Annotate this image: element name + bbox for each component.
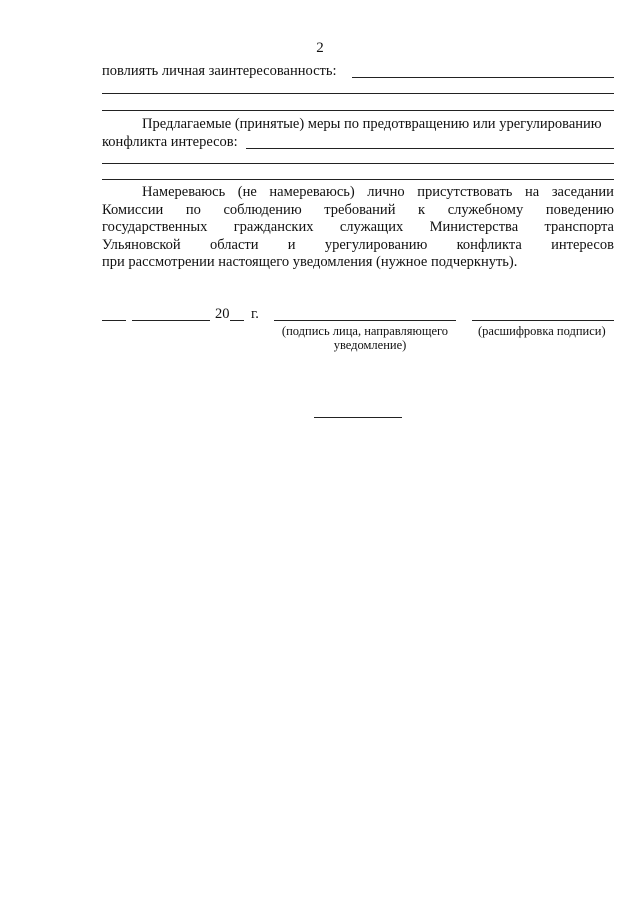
word: на xyxy=(525,184,540,200)
word: поведению xyxy=(545,201,614,218)
attendance-row-3 xyxy=(102,219,614,237)
date-year-blank xyxy=(230,320,244,321)
decoding-signature-line xyxy=(472,320,614,321)
measures-fill-line-2 xyxy=(102,163,614,164)
personal-interest-fill-line-1 xyxy=(352,77,614,78)
measures-fill-line-3 xyxy=(102,179,614,180)
word: транспорта xyxy=(544,219,614,235)
word: государственных xyxy=(102,219,208,235)
personal-interest-label: повлиять личная заинтересованность: xyxy=(102,63,337,79)
word: и xyxy=(287,236,296,253)
measures-paragraph-line-2: конфликта интересов: xyxy=(102,134,238,150)
word: по xyxy=(185,201,201,218)
word: Комиссии xyxy=(102,201,164,218)
word: заседании xyxy=(551,184,614,200)
decoding-caption: (расшифровка подписи) xyxy=(478,324,606,338)
attendance-row-2 xyxy=(102,202,614,220)
date-year-suffix: г. xyxy=(251,306,259,322)
word: служебному xyxy=(447,201,524,218)
word: (не xyxy=(237,184,257,200)
page-number: 2 xyxy=(316,40,324,56)
word: соблюдению xyxy=(223,201,302,218)
signer-signature-line xyxy=(274,320,456,321)
attendance-row-4 xyxy=(102,237,614,255)
signer-caption xyxy=(274,324,456,352)
word: конфликта xyxy=(456,236,522,253)
date-month-blank xyxy=(132,320,210,321)
personal-interest-fill-line-2 xyxy=(102,93,614,94)
measures-paragraph-line-1: Предлагаемые (принятые) меры по предотвращению или урегулированию xyxy=(142,116,602,132)
end-separator-line xyxy=(314,417,402,418)
attendance-row-1 xyxy=(102,184,614,202)
date-day-blank xyxy=(102,320,126,321)
word: Намереваюсь xyxy=(142,184,226,200)
date-year-prefix: 20 xyxy=(215,306,230,322)
attendance-paragraph xyxy=(102,184,614,272)
personal-interest-fill-line-3 xyxy=(102,110,614,111)
word: гражданских xyxy=(233,219,314,235)
measures-fill-line-1 xyxy=(246,148,614,149)
word: намереваюсь) xyxy=(269,184,355,200)
word: интересов xyxy=(551,236,614,253)
word: области xyxy=(210,236,259,253)
signer-caption-line-2: уведомление) xyxy=(333,338,407,352)
word: лично xyxy=(367,184,405,200)
word: урегулированию xyxy=(324,236,428,253)
word: присутствовать xyxy=(417,184,513,200)
attendance-row-5: при рассмотрении настоящего уведомления (нужное подчеркнуть). xyxy=(102,254,518,270)
word: служащих xyxy=(339,219,404,235)
word: требований xyxy=(324,201,396,218)
word: к xyxy=(418,201,426,218)
word: Ульяновской xyxy=(102,236,181,253)
word: Министерства xyxy=(429,219,519,235)
signer-caption-line-1: (подпись лица, направляющего xyxy=(281,324,449,338)
